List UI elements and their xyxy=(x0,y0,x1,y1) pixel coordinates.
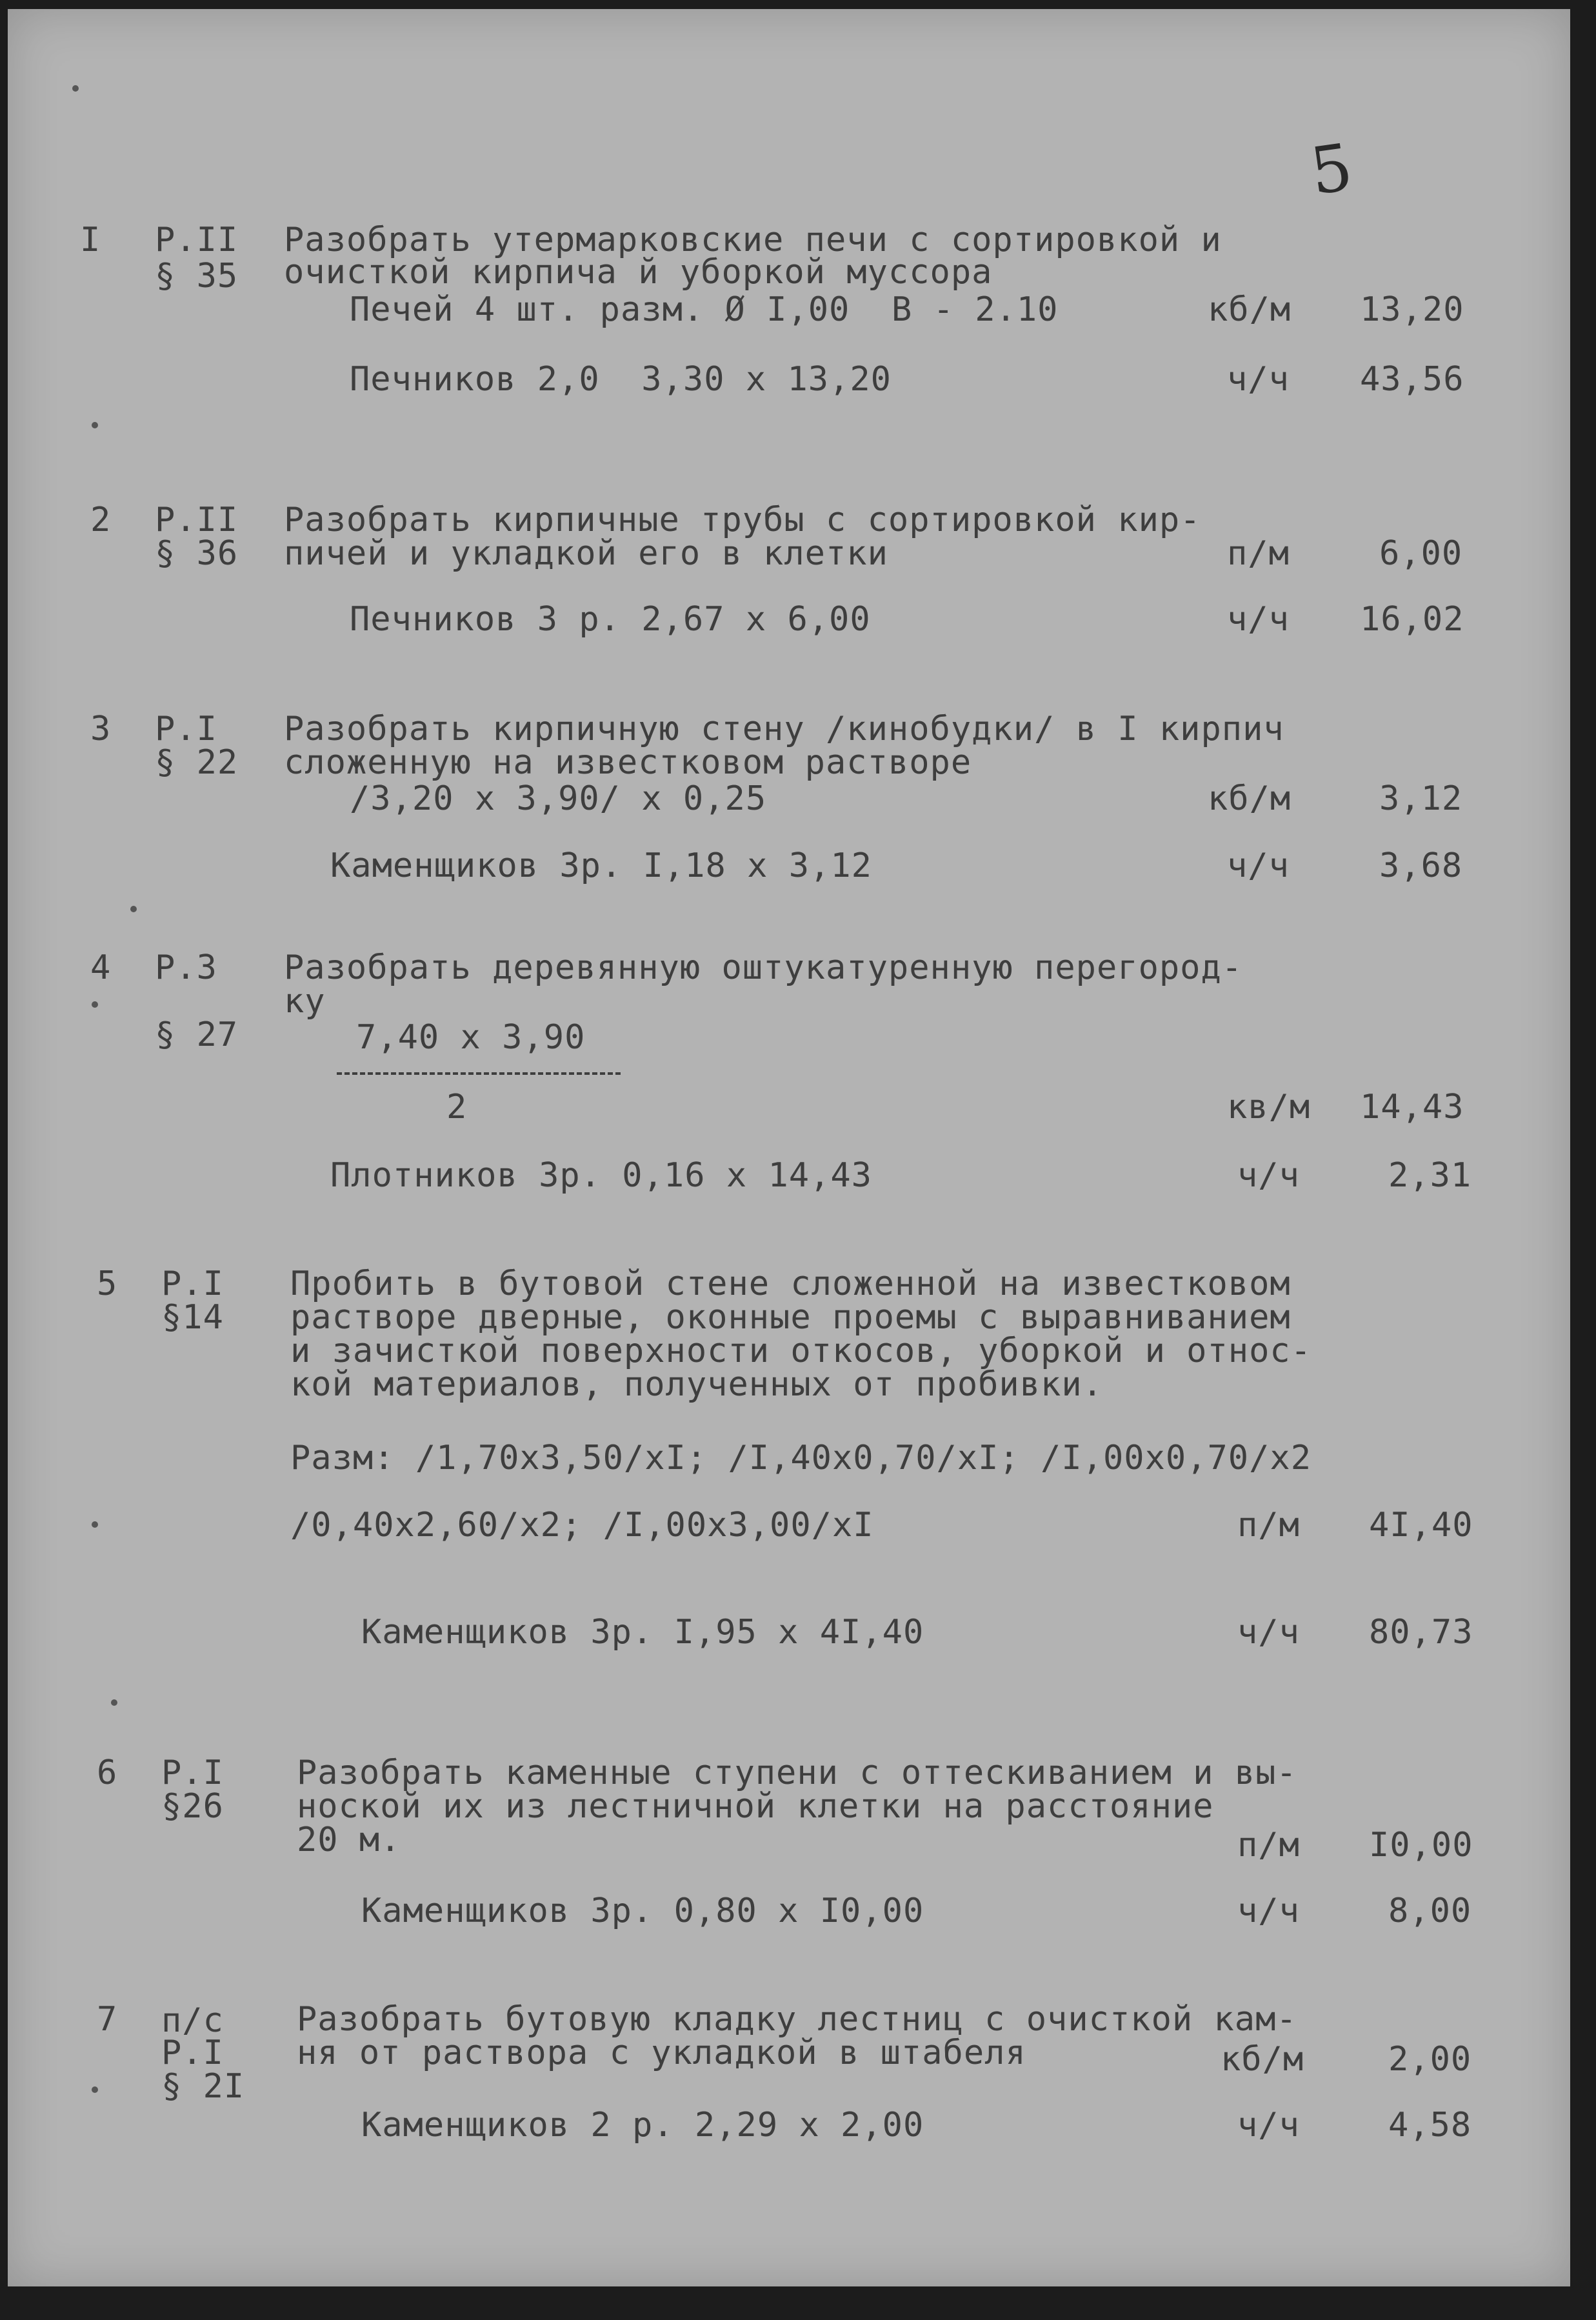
ink-speck xyxy=(92,2086,98,2093)
item-ref-paragraph: § 22 xyxy=(155,743,239,782)
item-number: I xyxy=(80,221,101,259)
item-unit: кб/м xyxy=(1208,779,1292,818)
item-unit: кб/м xyxy=(1221,2040,1304,2079)
item-labor-unit: ч/ч xyxy=(1227,360,1290,399)
item-description-line: ноской их из лестничной клетки на расстояние xyxy=(297,1787,1214,1826)
item-quantity: 6,00 xyxy=(1379,534,1463,573)
item-number: 2 xyxy=(90,501,112,539)
item-ref-paragraph: § 36 xyxy=(155,534,239,573)
item-quantity: 14,43 xyxy=(1360,1088,1464,1126)
item-ref: Р.I xyxy=(161,1265,224,1303)
item-description-line: Разобрать деревянную оштукатуренную перегород- xyxy=(284,948,1243,987)
item-calculation: /3,20 х 3,90/ х 0,25 xyxy=(350,779,767,818)
item-number: 5 xyxy=(97,1265,118,1303)
item-description-line: Разобрать кирпичные трубы с сортировкой кир- xyxy=(284,501,1201,539)
item-quantity: 13,20 xyxy=(1360,290,1464,329)
item-labor-unit: ч/ч xyxy=(1237,1156,1300,1195)
item-number: 4 xyxy=(90,948,112,987)
ink-speck xyxy=(72,85,79,92)
item-description-line: ня от раствора с укладкой в штабеля xyxy=(297,2034,1026,2072)
item-quantity: 4I,40 xyxy=(1369,1506,1473,1545)
item-ref-paragraph: § 27 xyxy=(155,1015,239,1054)
fraction-line xyxy=(337,1072,621,1075)
item-calculation: Печей 4 шт. разм. Ø I,00 В - 2.10 xyxy=(350,290,1059,329)
item-description-line: 20 м. xyxy=(297,1821,401,1859)
item-calculation-denominator: 2 xyxy=(446,1088,468,1126)
item-labor-quantity: 43,56 xyxy=(1360,360,1464,399)
ink-speck xyxy=(130,906,137,912)
item-ref-type: п/с xyxy=(161,2001,224,2040)
item-labor-quantity: 3,68 xyxy=(1379,846,1463,885)
item-labor: Плотников 3р. 0,16 х 14,43 xyxy=(330,1156,872,1195)
item-labor: Каменщиков 3р. I,95 х 4I,40 xyxy=(361,1613,924,1652)
item-ref-paragraph: §14 xyxy=(161,1298,224,1337)
item-description-line: ку xyxy=(284,982,326,1021)
item-unit: кв/м xyxy=(1227,1088,1311,1126)
item-description-line: Разобрать каменные ступени с оттескиванием и вы- xyxy=(297,1754,1297,1792)
item-calculation: Разм: /1,70х3,50/хI; /I,40х0,70/хI; /I,00х0,70/х2 xyxy=(290,1439,1312,1477)
item-number: 3 xyxy=(90,710,112,748)
item-unit: п/м xyxy=(1237,1506,1300,1545)
item-ref: Р.I xyxy=(161,2034,224,2072)
item-quantity: 3,12 xyxy=(1379,779,1463,818)
item-labor: Каменщиков 3р. 0,80 х I0,00 xyxy=(361,1892,924,1930)
ink-speck xyxy=(111,1699,117,1706)
item-ref: Р.II xyxy=(155,221,239,259)
item-ref-paragraph: §26 xyxy=(161,1787,224,1826)
ink-speck xyxy=(92,1001,98,1008)
item-labor-quantity: 4,58 xyxy=(1388,2106,1472,2145)
item-labor: Каменщиков 2 р. 2,29 х 2,00 xyxy=(361,2106,924,2145)
item-calculation-continued: /0,40х2,60/х2; /I,00х3,00/хI xyxy=(290,1506,874,1545)
item-ref-paragraph: § 2I xyxy=(161,2067,245,2106)
item-labor-quantity: 80,73 xyxy=(1369,1613,1473,1652)
ink-speck xyxy=(92,1521,98,1528)
page-number-handwritten: 5 xyxy=(1306,129,1357,210)
item-quantity: I0,00 xyxy=(1369,1826,1473,1865)
item-quantity: 2,00 xyxy=(1388,2040,1472,2079)
item-labor-unit: ч/ч xyxy=(1237,1892,1300,1930)
item-labor-unit: ч/ч xyxy=(1227,846,1290,885)
item-labor-quantity: 2,31 xyxy=(1388,1156,1472,1195)
item-description-line: кой материалов, полученных от пробивки. xyxy=(290,1365,1103,1404)
ink-speck xyxy=(92,422,98,428)
item-unit: кб/м xyxy=(1208,290,1292,329)
item-number: 6 xyxy=(97,1754,118,1792)
document-page xyxy=(8,9,1570,2286)
item-description-line: Разобрать кирпичную стену /кинобудки/ в I кирпич xyxy=(284,710,1284,748)
item-calculation-numerator: 7,40 х 3,90 xyxy=(356,1018,586,1057)
item-labor-unit: ч/ч xyxy=(1237,2106,1300,2145)
item-labor: Печников 3 р. 2,67 х 6,00 xyxy=(350,600,871,639)
item-ref: Р.II xyxy=(155,501,239,539)
item-ref: Р.I xyxy=(155,710,217,748)
item-ref: Р.3 xyxy=(155,948,217,987)
item-description-line: и зачисткой поверхности откосов, уборкой и относ- xyxy=(290,1332,1312,1370)
item-description-line: очисткой кирпича й уборкой муссора xyxy=(284,253,993,292)
item-ref-paragraph: § 35 xyxy=(155,257,239,295)
item-labor-unit: ч/ч xyxy=(1237,1613,1300,1652)
item-description-line: растворе дверные, оконные проемы с выравниванием xyxy=(290,1298,1291,1337)
item-labor: Печников 2,0 3,30 х 13,20 xyxy=(350,360,892,399)
item-description-line: Пробить в бутовой стене сложенной на известковом xyxy=(290,1265,1291,1303)
item-labor-unit: ч/ч xyxy=(1227,600,1290,639)
item-description-line: сложенную на известковом растворе xyxy=(284,743,972,782)
item-description-line: Разобрать утермарковские печи с сортировкой и xyxy=(284,221,1222,259)
item-labor-quantity: 16,02 xyxy=(1360,600,1464,639)
item-labor: Каменщиков 3р. I,18 х 3,12 xyxy=(330,846,872,885)
item-unit: п/м xyxy=(1227,534,1290,573)
item-labor-quantity: 8,00 xyxy=(1388,1892,1472,1930)
item-ref: Р.I xyxy=(161,1754,224,1792)
item-unit: п/м xyxy=(1237,1826,1300,1865)
item-description-line: пичей и укладкой его в клетки xyxy=(284,534,888,573)
item-description-line: Разобрать бутовую кладку лестниц с очисткой кам- xyxy=(297,2000,1297,2039)
item-number: 7 xyxy=(97,2000,118,2039)
